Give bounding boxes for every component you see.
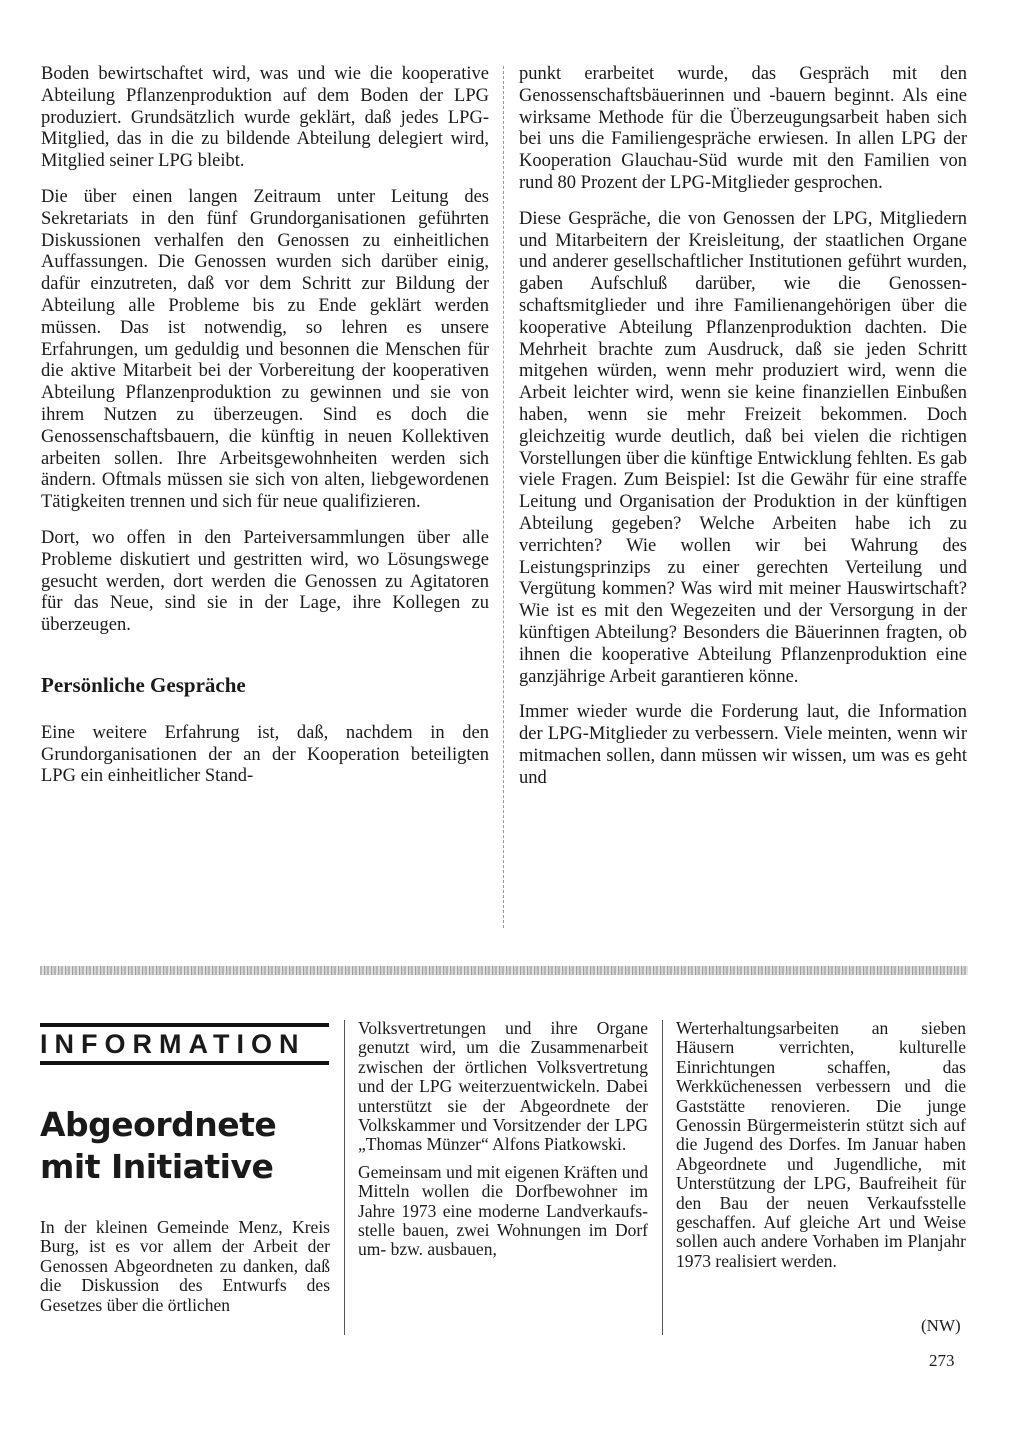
info-paragraph: Werterhaltungsarbeiten an sieben Häusern verrichten, kulturelle Einrichtungen schaffen, das Werkküchenessen verbessern und die Gaststätte renovieren. Die junge Genossin Bürgermeisterin stützt sich auf die Jugend des Dorfes. Im Januar haben Abgeordnete und Jugendliche, mit Unterstützung der LPG, Baufreiheit für den Bau der neuen Verkaufsstelle geschaffen. Auf gleiche Art und Weise sollen auch andere Vorhaben im Planjahr 1973 realisiert werden. [676, 1018, 966, 1271]
decorative-separator-band [40, 966, 968, 975]
info-box-label: INFORMATION [40, 1023, 329, 1065]
column-divider [503, 66, 504, 928]
info-box-title [40, 1104, 340, 1188]
author-signature: (NW) [921, 1316, 961, 1335]
info-column-divider [662, 1020, 663, 1335]
article-paragraph: Dort, wo offen in den Parteiversammlungen über alle Probleme diskutiert und gestritten wird, wo Lösungswege gesucht werden, dort werden die Genossen zu Agitatoren für das Neue, sind sie in der Lage, ihre Kollegen zu überzeugen. [41, 527, 489, 636]
article-paragraph: Die über einen langen Zeitraum unter Leitung des Sekretariats in den fünf Grundorganisationen geführten Diskussionen verhalfen den Genossen zu einheitlichen Auffassungen. Die Genossen wurden sich darüber einig, dafür einzutreten, daß vor dem Schritt zur Bildung der Abteilung alle Probleme bis zu Ende geklärt werden müssen. Das ist notwendig, so lehren es unsere Erfahrungen, um geduldig und besonnen die Menschen für die aktive Mitarbeit bei der Vorbereitung der kooperativen Abteilung Pflanzenproduktion zu gewinnen und sie von ihrem Nutzen zu überzeugen. Sind es doch die Genossenschaftsbauern, die künftig in neuen Kollektiven arbeiten sollen. Ihre Arbeitsgewohnheiten werden sich ändern. Oftmals müssen sie sich von alten, liebgewordenen Tätigkeiten trennen und sich für neue qualifizieren. [41, 186, 489, 513]
info-box-title-line: mit Initiative [40, 1147, 274, 1186]
article-paragraph: Boden bewirtschaftet wird, was und wie die kooperative Abteilung Pflanzenproduktion auf dem Boden der LPG produziert. Grundsätzlich wurde geklärt, daß jedes LPG-Mitglied, das in die zu bildende Abteilung delegiert wird, Mitglied seiner LPG bleibt. [41, 64, 489, 172]
article-column-right [519, 64, 967, 804]
page-number: 273 [929, 1351, 955, 1370]
section-heading: Persönliche Gespräche [41, 672, 246, 697]
info-box-column-2 [358, 1019, 648, 1268]
article-column-left [41, 64, 489, 802]
info-box-column-3 [676, 1019, 966, 1279]
info-box-column-1 [40, 1218, 330, 1323]
info-box-title-line: Abgeordnete [40, 1105, 277, 1144]
info-paragraph: Volksvertretungen und ihre Organe genutzt wird, um die Zusammenarbeit zwischen der örtlichen Volksvertretung und der LPG weiterzuentwickeln. Dabei unterstützt sie der Abgeordnete der Volkskammer und Vorsitzender der LPG „Thomas Münzer“ Alfons Piatkowski. [358, 1018, 648, 1155]
article-paragraph: punkt erarbeitet wurde, das Gespräch mit den Genossenschaftsbäuerinnen und -bauern beginnt. Als eine wirksame Methode für die Überzeugungsarbeit haben sich bei uns die Familiengespräche erwiesen. In allen LPG der Kooperation Glauchau-Süd wurde mit den Familien von rund 80 Prozent der LPG-Mitglieder gesprochen. [519, 64, 967, 193]
info-column-divider [344, 1020, 345, 1335]
article-paragraph: Eine weitere Erfahrung ist, daß, nachdem in den Grundorganisationen der an der Kooperation beteiligten LPG ein einheitlicher Stand- [41, 722, 489, 787]
article-paragraph: Diese Gespräche, die von Genossen der LPG, Mitgliedern und Mitarbeitern der Kreisleitung, der staatlichen Organe und anderer gesellschaftlicher Institutionen geführt wurden, gaben Aufschluß darüber, wie die Genossenschaftsmitglieder und ihre Familienangehörigen über die kooperative Abteilung Pflanzenproduktion dachten. Die Mehrheit brachte zum Ausdruck, daß sie jeden Schritt mitgehen würden, wenn mehr produziert wird, wenn die Arbeit leichter wird, wenn sie keine finanziellen Einbußen haben, wenn sie mehr Freizeit bekommen. Doch gleichzeitig wurde deutlich, daß bei vielen die richtigen Vorstellungen über die künftige Entwicklung fehlten. Es gab viele Fragen. Zum Beispiel: Ist die Gewähr für eine straffe Leitung und Organisation der Produktion in der künftigen Abteilung gegeben? Welche Arbeiten habe ich zu verrichten? Wie wollen wir bei Wahrung des Leistungsprinzips zu einer gerechten Verteilung und Vergütung kommen? Was wird mit meiner Hauswirtschaft? Wie ist es mit den Wegezeiten und der Versorgung in der künftigen Abteilung? Besonders die Bäuerinnen fragten, ob ihnen die kooperative Abteilung Pflanzenproduktion eine ganzjährige Arbeit garantieren könne. [519, 208, 967, 687]
article-paragraph: Immer wieder wurde die Forderung laut, die Information der LPG-Mitglieder zu verbessern. Viele meinten, wenn wir mitmachen sollen, dann müssen wir wissen, um was es geht und [519, 702, 967, 788]
info-paragraph: Gemeinsam und mit eigenen Kräften und Mitteln wollen die Dorfbewohner im Jahre 1973 eine moderne Landverkaufsstelle bauen, zwei Wohnungen im Dorf um- bzw. ausbauen, [358, 1161, 648, 1260]
info-paragraph: In der kleinen Gemeinde Menz, Kreis Burg, ist es vor allem der Arbeit der Genossen Abgeordneten zu danken, daß die Diskussion des Entwurfs des Gesetzes über die örtlichen [40, 1217, 330, 1315]
